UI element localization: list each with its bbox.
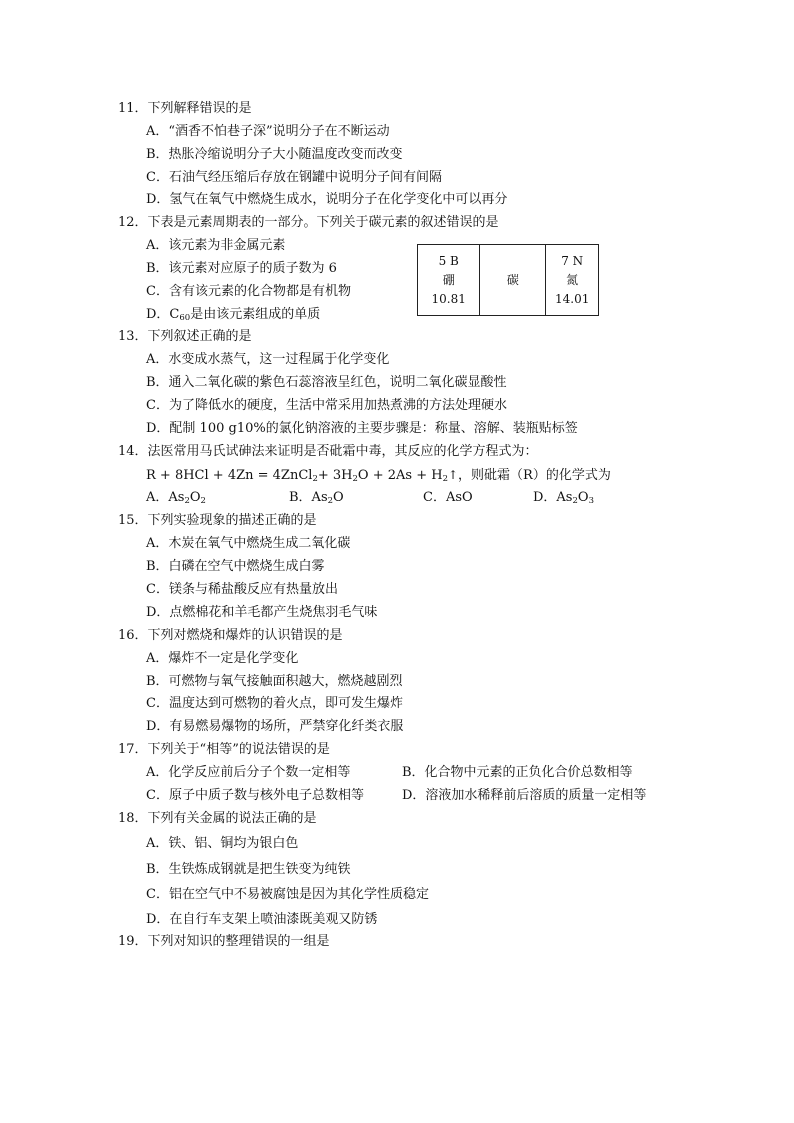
equation-subscript-3: 2 <box>442 474 448 484</box>
carbon-name: 碳 <box>506 272 519 287</box>
option-d-mid: O <box>577 490 589 505</box>
question-15-option-a: A．木炭在氧气中燃烧生成二氧化碳 <box>146 536 351 551</box>
question-18-option-d: D．在自行车支架上喷油漆既美观又防锈 <box>146 912 378 927</box>
question-18-option-a: A．铁、铝、铜均为银白色 <box>146 836 299 851</box>
equation-part-2: + 3H <box>317 468 353 483</box>
question-16-option-a: A．爆炸不一定是化学变化 <box>146 651 299 666</box>
question-12-option-a: A．该元素为非金属元素 <box>146 238 286 253</box>
question-18-option-c: C．铝在空气中不易被腐蚀是因为其化学性质稳定 <box>146 887 429 902</box>
question-13-option-d: D．配制 100 g10%的氯化钠溶液的主要步骤是：称量、溶解、装瓶贴标签 <box>146 421 578 436</box>
nitrogen-atomic-mass: 14.01 <box>554 291 590 306</box>
boron-name: 硼 <box>442 272 455 287</box>
periodic-cell-nitrogen <box>546 245 599 316</box>
question-15-option-c: C．镁条与稀盐酸反应有热量放出 <box>146 582 338 597</box>
question-15-option-b: B．白磷在空气中燃烧生成白雾 <box>146 559 325 574</box>
question-18-stem: 18．下列有关金属的说法正确的是 <box>118 811 317 826</box>
equation-part-4: ，则砒霜（R）的化学式为 <box>458 468 611 483</box>
nitrogen-atomic-number: 7 N <box>561 253 584 268</box>
question-15-option-d: D．点燃棉花和羊毛都产生烧焦羽毛气味 <box>146 605 378 620</box>
equation-subscript-1: 2 <box>312 474 318 484</box>
question-16-stem: 16．下列对燃烧和爆炸的认识错误的是 <box>118 628 343 643</box>
question-16-option-d: D．有易燃易爆物的场所，严禁穿化纤类衣服 <box>146 719 404 734</box>
equation-subscript-2: 2 <box>352 474 358 484</box>
option-d-sub-1: 2 <box>572 496 578 506</box>
question-17-option-b: B．化合物中元素的正负化合价总数相等 <box>402 765 633 780</box>
option-b-mid: O <box>333 490 344 505</box>
question-14-option-b <box>289 488 344 508</box>
boron-atomic-number: 5 B <box>438 253 459 268</box>
question-18-option-b: B．生铁炼成钢就是把生铁变为纯铁 <box>146 862 351 877</box>
question-14-option-d <box>533 488 594 508</box>
question-14-equation <box>146 465 611 486</box>
question-17-option-a: A．化学反应前后分子个数一定相等 <box>146 765 351 780</box>
question-14-option-a <box>146 488 206 508</box>
question-13-option-b: B．通入二氧化碳的紫色石蕊溶液呈红色，说明二氧化碳显酸性 <box>146 375 507 390</box>
question-17-option-d: D．溶液加水稀释前后溶质的质量一定相等 <box>402 788 647 803</box>
option-a-mid: O <box>189 490 201 505</box>
equation-part-3: O + 2As + H <box>357 468 443 483</box>
question-16-option-c: C．温度达到可燃物的着火点，即可发生爆炸 <box>146 696 403 711</box>
question-17-option-c: C．原子中质子数与核外电子总数相等 <box>146 788 364 803</box>
question-15-stem: 15．下列实验现象的描述正确的是 <box>118 513 317 528</box>
option-a-prefix: A．As <box>146 490 185 505</box>
option-a-sub-1: 2 <box>184 496 190 506</box>
question-19-stem: 19．下列对知识的整理错误的一组是 <box>118 934 330 949</box>
question-14-stem: 14．法医常用马氏试砷法来证明是否砒霜中毒，其反应的化学方程式为： <box>118 444 538 459</box>
question-12-option-d <box>146 305 320 325</box>
question-12-option-b: B．该元素对应原子的质子数为 6 <box>146 261 337 276</box>
option-b-sub-1: 2 <box>327 496 334 506</box>
periodic-table-fragment <box>417 244 599 316</box>
question-13-option-c: C．为了降低水的硬度，生活中常采用加热煮沸的方法处理硬水 <box>146 398 507 413</box>
nitrogen-name: 氮 <box>566 272 579 287</box>
question-17-stem: 17．下列关于“相等”的说法错误的是 <box>118 742 330 757</box>
question-12-option-d-prefix: D．C <box>146 307 180 322</box>
question-12-option-c: C．含有该元素的化合物都是有机物 <box>146 284 351 299</box>
question-13-option-a: A．水变成水蒸气，这一过程属于化学变化 <box>146 352 390 367</box>
question-11-option-d: D．氢气在氧气中燃烧生成水，说明分子在化学变化中可以再分 <box>146 192 508 207</box>
option-b-prefix: B．As <box>289 490 328 505</box>
boron-atomic-mass: 10.81 <box>431 291 466 306</box>
question-16-option-b: B．可燃物与氧气接触面积越大，燃烧越剧烈 <box>146 674 403 689</box>
question-12-option-d-suffix: 是由该元素组成的单质 <box>190 307 321 322</box>
question-11-option-a: A．“酒香不怕巷子深”说明分子在不断运动 <box>146 124 390 139</box>
periodic-cell-carbon <box>480 245 546 316</box>
question-12-option-d-subscript: 60 <box>179 313 191 323</box>
gas-arrow-icon: ↑ <box>447 468 459 482</box>
question-12-stem: 12．下表是元素周期表的一部分。下列关于碳元素的叙述错误的是 <box>118 215 499 230</box>
option-d-sub-2: 3 <box>588 496 594 506</box>
question-13-stem: 13．下列叙述正确的是 <box>118 329 252 344</box>
option-a-sub-2: 2 <box>200 496 206 506</box>
question-14-option-c: C．AsO <box>423 490 473 505</box>
equation-part-1: R + 8HCl + 4Zn = 4ZnCl <box>146 468 313 483</box>
question-11-stem: 11．下列解释错误的是 <box>118 101 252 116</box>
periodic-cell-boron <box>418 245 480 316</box>
question-11-option-c: C．石油气经压缩后存放在钢罐中说明分子间有间隔 <box>146 170 442 185</box>
question-11-option-b: B．热胀冷缩说明分子大小随温度改变而改变 <box>146 147 403 162</box>
option-d-prefix: D．As <box>533 490 573 505</box>
